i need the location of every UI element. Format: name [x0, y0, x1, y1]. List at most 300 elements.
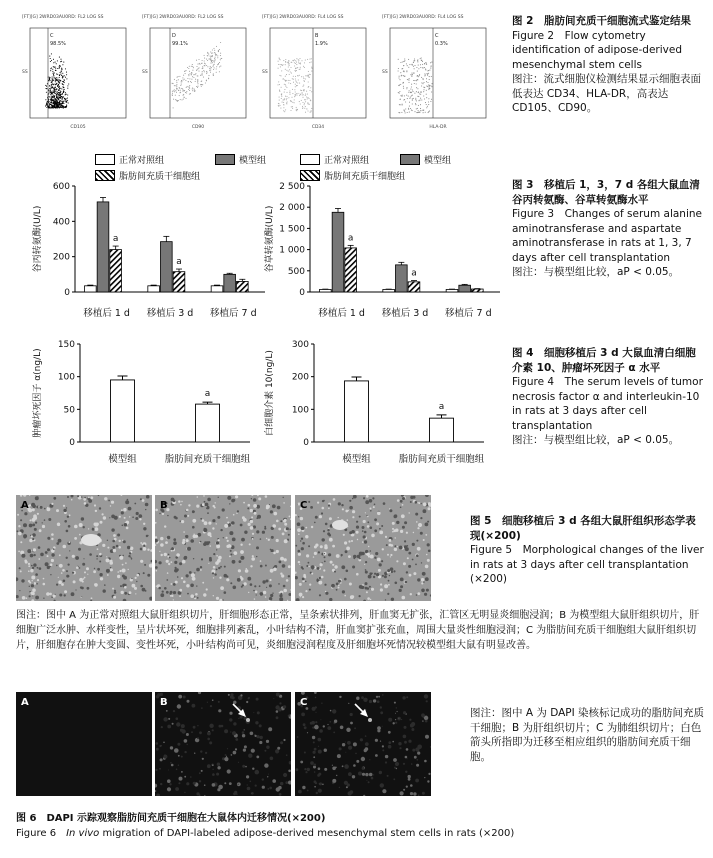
flow-event-dot: [407, 112, 408, 113]
flow-event-dot: [63, 91, 64, 92]
flow-gate-label: C: [435, 33, 439, 39]
tissue-texture: [224, 757, 228, 761]
tissue-texture: [382, 789, 386, 793]
cell-texture: [309, 584, 311, 586]
tissue-texture: [394, 767, 396, 769]
cell-texture: [328, 553, 331, 556]
flow-event-dot: [309, 90, 310, 91]
cell-texture: [298, 553, 301, 556]
cell-texture: [196, 568, 200, 572]
cell-texture: [51, 538, 53, 540]
tissue-texture: [171, 764, 174, 767]
tissue-texture: [255, 721, 258, 724]
flow-event-dot: [172, 83, 173, 84]
cell-texture: [93, 570, 96, 573]
cell-texture: [395, 529, 398, 532]
tissue-texture: [178, 755, 180, 757]
cell-texture: [286, 527, 289, 530]
tissue-texture: [382, 745, 384, 747]
flow-event-dot: [51, 93, 52, 94]
cell-texture: [160, 593, 164, 597]
cell-texture: [113, 534, 116, 537]
flow-event-dot: [408, 59, 409, 60]
cell-texture: [232, 560, 236, 564]
flow-event-dot: [310, 74, 311, 75]
flow-event-dot: [54, 72, 55, 73]
flow-event-dot: [415, 98, 416, 99]
tissue-texture: [242, 765, 245, 768]
cell-texture: [24, 512, 27, 515]
flow-event-dot: [305, 95, 306, 96]
cell-texture: [24, 560, 27, 563]
tissue-texture: [288, 715, 290, 717]
flow-event-dot: [172, 93, 173, 94]
flow-event-dot: [62, 93, 63, 94]
flow-xlabel: CD90: [191, 125, 205, 130]
tissue-texture: [161, 726, 163, 728]
cell-texture: [179, 589, 182, 592]
flow-event-dot: [278, 106, 279, 107]
flow-event-dot: [285, 69, 286, 70]
flow-event-dot: [286, 102, 287, 103]
cell-texture: [190, 584, 194, 588]
flow-event-dot: [304, 104, 305, 105]
cell-texture: [423, 502, 427, 506]
flow-event-dot: [299, 83, 300, 84]
flow-event-dot: [52, 103, 53, 104]
tissue-texture: [270, 757, 274, 761]
cell-texture: [266, 580, 269, 583]
cell-texture: [362, 526, 365, 529]
cell-texture: [66, 557, 68, 559]
tissue-texture: [376, 696, 378, 698]
tissue-texture: [371, 777, 374, 780]
tissue-texture: [217, 788, 220, 791]
cell-texture: [140, 560, 143, 563]
cell-texture: [362, 530, 364, 532]
tissue-texture: [355, 753, 357, 755]
cell-texture: [305, 590, 307, 592]
flow-event-dot: [278, 68, 279, 69]
cell-texture: [35, 522, 37, 524]
tissue-texture: [279, 702, 281, 704]
cell-texture: [365, 561, 367, 563]
flow-event-dot: [399, 79, 400, 80]
tissue-texture: [197, 725, 198, 726]
flow-event-dot: [211, 56, 212, 57]
flow-event-dot: [216, 66, 217, 67]
flow-event-dot: [288, 71, 289, 72]
flow-event-dot: [181, 99, 182, 100]
tissue-texture: [276, 710, 279, 713]
flow-event-dot: [63, 105, 64, 106]
histology-panel-A: [16, 495, 152, 601]
tissue-texture: [280, 782, 283, 785]
tissue-texture: [262, 786, 265, 789]
cell-texture: [216, 569, 218, 571]
cell-texture: [374, 518, 377, 521]
cell-texture: [303, 574, 306, 577]
cell-texture: [31, 576, 35, 580]
cell-texture: [177, 576, 179, 578]
flow-event-dot: [213, 69, 214, 70]
flow-event-dot: [277, 84, 278, 85]
labeled-cell: [246, 718, 250, 722]
cell-texture: [162, 591, 164, 593]
cell-texture: [427, 521, 429, 523]
cell-texture: [143, 523, 145, 525]
cell-texture: [365, 587, 368, 590]
flow-event-dot: [55, 104, 56, 105]
flow-gate-percent: 98.5%: [50, 41, 66, 47]
cell-texture: [229, 531, 233, 535]
flow-event-dot: [289, 92, 290, 93]
cell-texture: [252, 533, 254, 535]
cell-texture: [23, 536, 26, 539]
flow-event-dot: [59, 68, 60, 69]
fig3-caption: [512, 178, 704, 280]
cell-texture: [17, 530, 19, 532]
flow-event-dot: [284, 89, 285, 90]
flow-event-dot: [220, 55, 221, 56]
legend-label-model: 模型组: [239, 156, 267, 166]
tissue-texture: [397, 711, 398, 712]
flow-event-dot: [55, 91, 56, 92]
cell-texture: [155, 509, 158, 512]
flow-event-dot: [416, 91, 417, 92]
cell-texture: [43, 578, 45, 580]
tissue-texture: [244, 745, 247, 748]
flow-event-dot: [208, 75, 209, 76]
flow-event-dot: [408, 79, 409, 80]
cell-texture: [165, 541, 168, 544]
y-tick-label: 2 000: [279, 203, 305, 214]
cell-texture: [265, 565, 267, 567]
flow-event-dot: [176, 82, 177, 83]
flow-event-dot: [50, 90, 51, 91]
cell-texture: [410, 501, 412, 503]
cell-texture: [64, 520, 67, 523]
flow-event-dot: [193, 77, 194, 78]
cell-texture: [417, 527, 419, 529]
x-tick-label: 模型组: [342, 454, 371, 465]
tissue-texture: [382, 726, 383, 727]
tissue-texture: [314, 771, 316, 773]
cell-texture: [40, 553, 44, 557]
cell-texture: [208, 563, 209, 564]
tissue-texture: [388, 731, 391, 734]
cell-texture: [19, 590, 20, 591]
flow-event-dot: [198, 59, 199, 60]
cell-texture: [428, 507, 431, 510]
fig4-cn-title: 图 4 细胞移植后 3 d 大鼠血清白细胞介素 10、肿瘤坏死因子 α 水平: [512, 347, 696, 374]
cell-texture: [209, 559, 212, 562]
cell-texture: [200, 518, 202, 520]
cell-texture: [309, 589, 311, 591]
cell-texture: [117, 571, 119, 573]
cell-texture: [367, 553, 370, 556]
cell-texture: [250, 565, 252, 567]
flow-event-dot: [62, 73, 63, 74]
tissue-texture: [405, 771, 407, 773]
flow-plot-4: [378, 8, 496, 138]
flow-event-dot: [411, 95, 412, 96]
tissue-texture: [176, 717, 179, 720]
flow-event-dot: [195, 74, 196, 75]
tissue-texture: [246, 775, 249, 778]
flow-gate-label: D: [172, 33, 176, 39]
flow-event-dot: [410, 92, 411, 93]
cell-texture: [212, 519, 215, 522]
tissue-texture: [408, 778, 411, 781]
legend-swatch-control-2: [300, 154, 320, 165]
cell-texture: [128, 555, 130, 557]
flow-event-dot: [60, 66, 61, 67]
flow-event-dot: [413, 80, 414, 81]
flow-event-dot: [55, 68, 56, 69]
cell-texture: [213, 577, 214, 578]
cell-texture: [336, 583, 339, 586]
tissue-texture: [248, 697, 250, 699]
cell-texture: [231, 499, 235, 503]
tissue-texture: [387, 775, 389, 777]
flow-event-dot: [214, 50, 215, 51]
flow-event-dot: [204, 55, 205, 56]
flow-event-dot: [60, 94, 61, 95]
flow-event-dot: [426, 90, 427, 91]
flow-event-dot: [192, 76, 193, 77]
flow-event-dot: [68, 102, 69, 103]
cell-texture: [359, 558, 361, 560]
bar-1: [332, 212, 344, 292]
cell-texture: [175, 581, 178, 584]
flow-event-dot: [411, 86, 412, 87]
tissue-texture: [395, 719, 396, 720]
flow-event-dot: [409, 98, 410, 99]
cell-texture: [159, 551, 160, 552]
flow-event-dot: [51, 60, 52, 61]
cell-texture: [204, 541, 206, 543]
flow-event-dot: [206, 59, 207, 60]
cell-texture: [82, 563, 85, 566]
tissue-texture: [403, 789, 405, 791]
flow-event-dot: [218, 51, 219, 52]
flow-event-dot: [62, 84, 63, 85]
cell-texture: [346, 570, 349, 573]
fig5-note: 图注：图中 A 为正常对照组大鼠肝组织切片，肝细胞形态正常，呈条索状排列，肝血窦无扩张，汇管区无明显炎细胞浸润；B 为模型组大鼠肝组织切片，肝细胞广泛水肿、水样变性，呈片状坏死，细胞排列紊乱，小叶结构不清，肝血窦扩张充血，周围大量炎性细胞浸润；C 为脂肪间充质干细胞组大鼠肝组织切片，肝细胞存在肿大变圆、变性坏死，小叶结构尚可见，炎细胞浸润程度及肝细胞坏死情况较模型组大鼠有明显改善。: [16, 610, 700, 651]
cell-texture: [232, 538, 236, 542]
tissue-texture: [388, 718, 392, 722]
cell-texture: [170, 561, 172, 563]
tissue-texture: [224, 782, 226, 784]
tissue-texture: [318, 746, 319, 747]
tissue-texture: [365, 735, 367, 737]
cell-texture: [389, 575, 390, 576]
tissue-texture: [410, 792, 413, 795]
tissue-texture: [395, 722, 397, 724]
cell-texture: [370, 508, 372, 510]
cell-texture: [92, 528, 94, 530]
flow-event-dot: [303, 85, 304, 86]
cell-texture: [63, 505, 65, 507]
flow-event-dot: [181, 84, 182, 85]
flow-event-dot: [61, 103, 62, 104]
cell-texture: [56, 584, 58, 586]
fig6-en-rest: migration of DAPI-labeled adipose-derived mesenchymal stem cells in rats (×200): [99, 827, 515, 839]
flow-event-dot: [50, 77, 51, 78]
flow-event-dot: [195, 81, 196, 82]
tissue-texture: [411, 763, 413, 765]
flow-event-dot: [399, 93, 400, 94]
cell-texture: [371, 588, 374, 591]
flow-event-dot: [295, 60, 296, 61]
cell-texture: [410, 593, 412, 595]
flow-event-dot: [281, 64, 282, 65]
cell-texture: [370, 599, 371, 600]
cell-texture: [208, 522, 211, 525]
tissue-texture: [345, 742, 346, 743]
tissue-texture: [340, 726, 344, 730]
flow-event-dot: [310, 100, 311, 101]
flow-event-dot: [417, 59, 418, 60]
cell-texture: [121, 509, 123, 511]
bar-0: [383, 289, 395, 292]
cell-texture: [193, 558, 194, 559]
tissue-texture: [183, 696, 186, 699]
cell-texture: [17, 514, 19, 516]
flow-event-dot: [289, 74, 290, 75]
cell-texture: [271, 549, 274, 552]
cell-texture: [173, 583, 176, 586]
tissue-texture: [212, 764, 214, 766]
tissue-texture: [221, 725, 224, 728]
cell-texture: [233, 586, 237, 590]
flow-event-dot: [65, 94, 66, 95]
cell-texture: [260, 592, 264, 596]
cell-texture: [417, 592, 420, 595]
cell-texture: [20, 570, 22, 572]
cell-texture: [126, 527, 129, 530]
cell-texture: [66, 530, 69, 533]
y-axis-label: 肿瘤坏死因子 α(ng/L): [33, 348, 43, 438]
flow-event-dot: [307, 98, 308, 99]
cell-texture: [338, 587, 340, 589]
flow-event-dot: [413, 98, 414, 99]
cell-texture: [229, 545, 232, 548]
flow-xlabel: CD34: [311, 125, 325, 130]
tissue-texture: [360, 738, 363, 741]
flow-event-dot: [58, 96, 59, 97]
cell-texture: [229, 556, 231, 558]
tissue-texture: [424, 694, 428, 698]
cell-texture: [122, 525, 124, 527]
tissue-texture: [428, 773, 430, 775]
cell-texture: [345, 510, 348, 513]
cell-texture: [146, 495, 150, 499]
flow-event-dot: [51, 53, 52, 54]
cell-texture: [346, 547, 350, 551]
flow-event-dot: [302, 94, 303, 95]
flow-event-dot: [401, 68, 402, 69]
cell-texture: [227, 540, 229, 542]
flow-event-dot: [220, 66, 221, 67]
cell-texture: [284, 523, 287, 526]
flow-event-dot: [202, 73, 203, 74]
tissue-texture: [288, 770, 291, 773]
tissue-texture: [314, 764, 317, 767]
tissue-texture: [191, 731, 193, 733]
cell-texture: [365, 500, 369, 504]
tissue-texture: [257, 735, 260, 738]
flow-event-dot: [278, 61, 279, 62]
cell-texture: [42, 525, 45, 528]
flow-event-dot: [197, 83, 198, 84]
flow-event-dot: [59, 90, 60, 91]
x-tick-label: 脂肪间充质干细胞组: [398, 454, 485, 465]
cell-texture: [18, 532, 22, 536]
cell-texture: [132, 516, 134, 518]
tissue-texture: [277, 747, 280, 750]
flow-event-dot: [66, 78, 67, 79]
flow-event-dot: [60, 91, 61, 92]
cell-texture: [32, 538, 34, 540]
cell-texture: [139, 518, 141, 520]
cell-texture: [196, 505, 199, 508]
tissue-texture: [172, 723, 174, 725]
cell-texture: [196, 585, 197, 586]
cell-texture: [135, 577, 137, 579]
flow-event-dot: [296, 58, 297, 59]
flow-event-dot: [407, 65, 408, 66]
flow-event-dot: [57, 105, 58, 106]
flow-event-dot: [301, 90, 302, 91]
flow-event-dot: [192, 64, 193, 65]
cell-texture: [389, 539, 392, 542]
tissue-texture: [167, 787, 171, 791]
cell-texture: [305, 581, 306, 582]
cell-texture: [143, 545, 145, 547]
cell-texture: [247, 507, 249, 509]
flow-event-dot: [207, 66, 208, 67]
tissue-texture: [382, 749, 384, 751]
tissue-texture: [212, 729, 214, 731]
flow-event-dot: [191, 72, 192, 73]
cell-texture: [295, 545, 297, 547]
flow-event-dot: [412, 95, 413, 96]
cell-texture: [288, 534, 290, 536]
tissue-texture: [205, 752, 207, 754]
flow-event-dot: [426, 73, 427, 74]
flow-event-dot: [303, 89, 304, 90]
flow-ylabel: SS: [142, 70, 148, 75]
cell-texture: [254, 598, 255, 599]
tissue-texture: [247, 784, 248, 785]
cell-texture: [251, 498, 252, 499]
flow-event-dot: [400, 95, 401, 96]
cell-texture: [349, 583, 352, 586]
cell-texture: [122, 569, 126, 573]
cell-texture: [319, 515, 322, 518]
bar-2: [237, 281, 249, 292]
flow-event-dot: [190, 81, 191, 82]
cell-texture: [33, 548, 36, 551]
flow-event-dot: [414, 58, 415, 59]
flow-event-dot: [431, 83, 432, 84]
cell-texture: [224, 524, 228, 528]
flow-event-dot: [208, 54, 209, 55]
fig6-side-note: 图注：图中 A 为 DAPI 染核标记成功的脂肪间充质干细胞；B 为肝组织切片；C 为肺组织切片；白色箭头所指即为迁移至相应组织的脂肪间充质干细胞。: [470, 707, 705, 763]
cell-texture: [377, 558, 381, 562]
